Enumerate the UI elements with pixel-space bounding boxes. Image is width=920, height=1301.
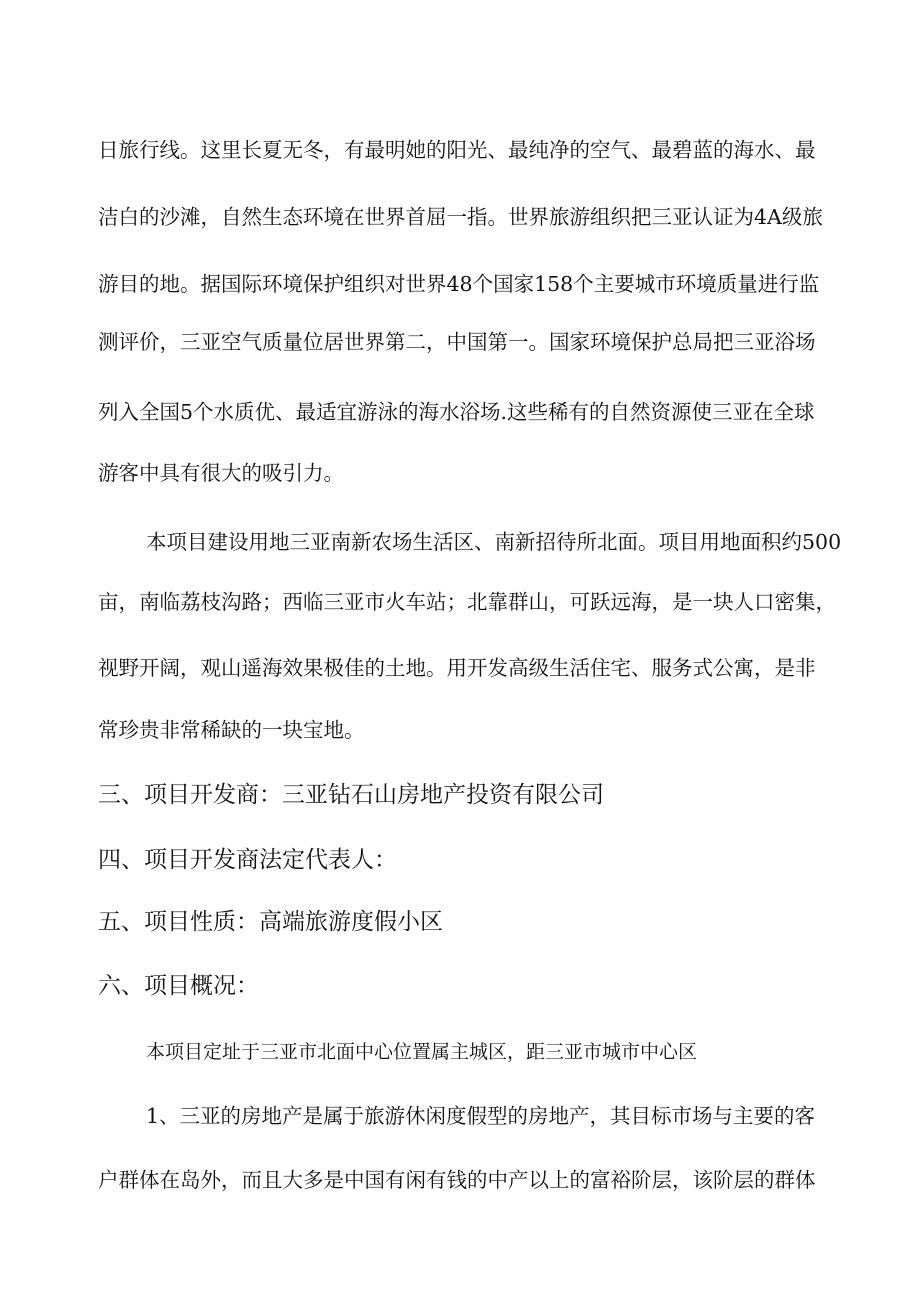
paragraph-3-line-1: 1、三亚的房地产是属于旅游休闲度假型的房地产，其目标市场与主要的客 bbox=[146, 1104, 816, 1128]
paragraph-2-line-2: 亩，南临荔枝沟路；西临三亚市火车站；北靠群山，可跃远海，是一块人口密集， bbox=[98, 590, 836, 614]
paragraph-2-line-1: 本项目建设用地三亚南新农场生活区、南新招待所北面。项目用地面积约500 bbox=[146, 530, 842, 554]
heading-project-overview: 六、项目概况： bbox=[98, 973, 259, 999]
heading-developer: 三、项目开发商：三亚钻石山房地产投资有限公司 bbox=[98, 782, 604, 808]
paragraph-2-line-3: 视野开阔，观山遥海效果极佳的土地。用开发高级生活住宅、服务式公寓，是非 bbox=[98, 656, 816, 680]
heading-project-nature: 五、项目性质：高端旅游度假小区 bbox=[98, 909, 443, 935]
paragraph-1-line-1: 日旅行线。这里长夏无冬，有最明她的阳光、最纯净的空气、最碧蓝的海水、最 bbox=[98, 138, 816, 162]
paragraph-1-line-3: 游目的地。据国际环境保护组织对世界48个国家158个主要城市环境质量进行监 bbox=[98, 272, 820, 296]
heading-legal-representative: 四、项目开发商法定代表人： bbox=[98, 847, 397, 873]
paragraph-1-line-2: 洁白的沙滩，自然生态环境在世界首屈一指。世界旅游组织把三亚认证为4A级旅 bbox=[98, 205, 823, 229]
paragraph-1-line-4: 测评价，三亚空气质量位居世界第二，中国第一。国家环境保护总局把三亚浴场 bbox=[98, 330, 816, 354]
location-line: 本项目定址于三亚市北面中心位置属主城区，距三亚市城市中心区 bbox=[146, 1041, 698, 1063]
paragraph-3-line-2: 户群体在岛外，而且大多是中国有闲有钱的中产以上的富裕阶层，该阶层的群体 bbox=[98, 1168, 816, 1192]
paragraph-2-line-4: 常珍贵非常稀缺的一块宝地。 bbox=[98, 718, 365, 742]
paragraph-1-line-6: 游客中具有很大的吸引力。 bbox=[98, 461, 344, 485]
paragraph-1-line-5: 列入全国5个水质优、最适宜游泳的海水浴场.这些稀有的自然资源使三亚在全球 bbox=[98, 400, 815, 424]
